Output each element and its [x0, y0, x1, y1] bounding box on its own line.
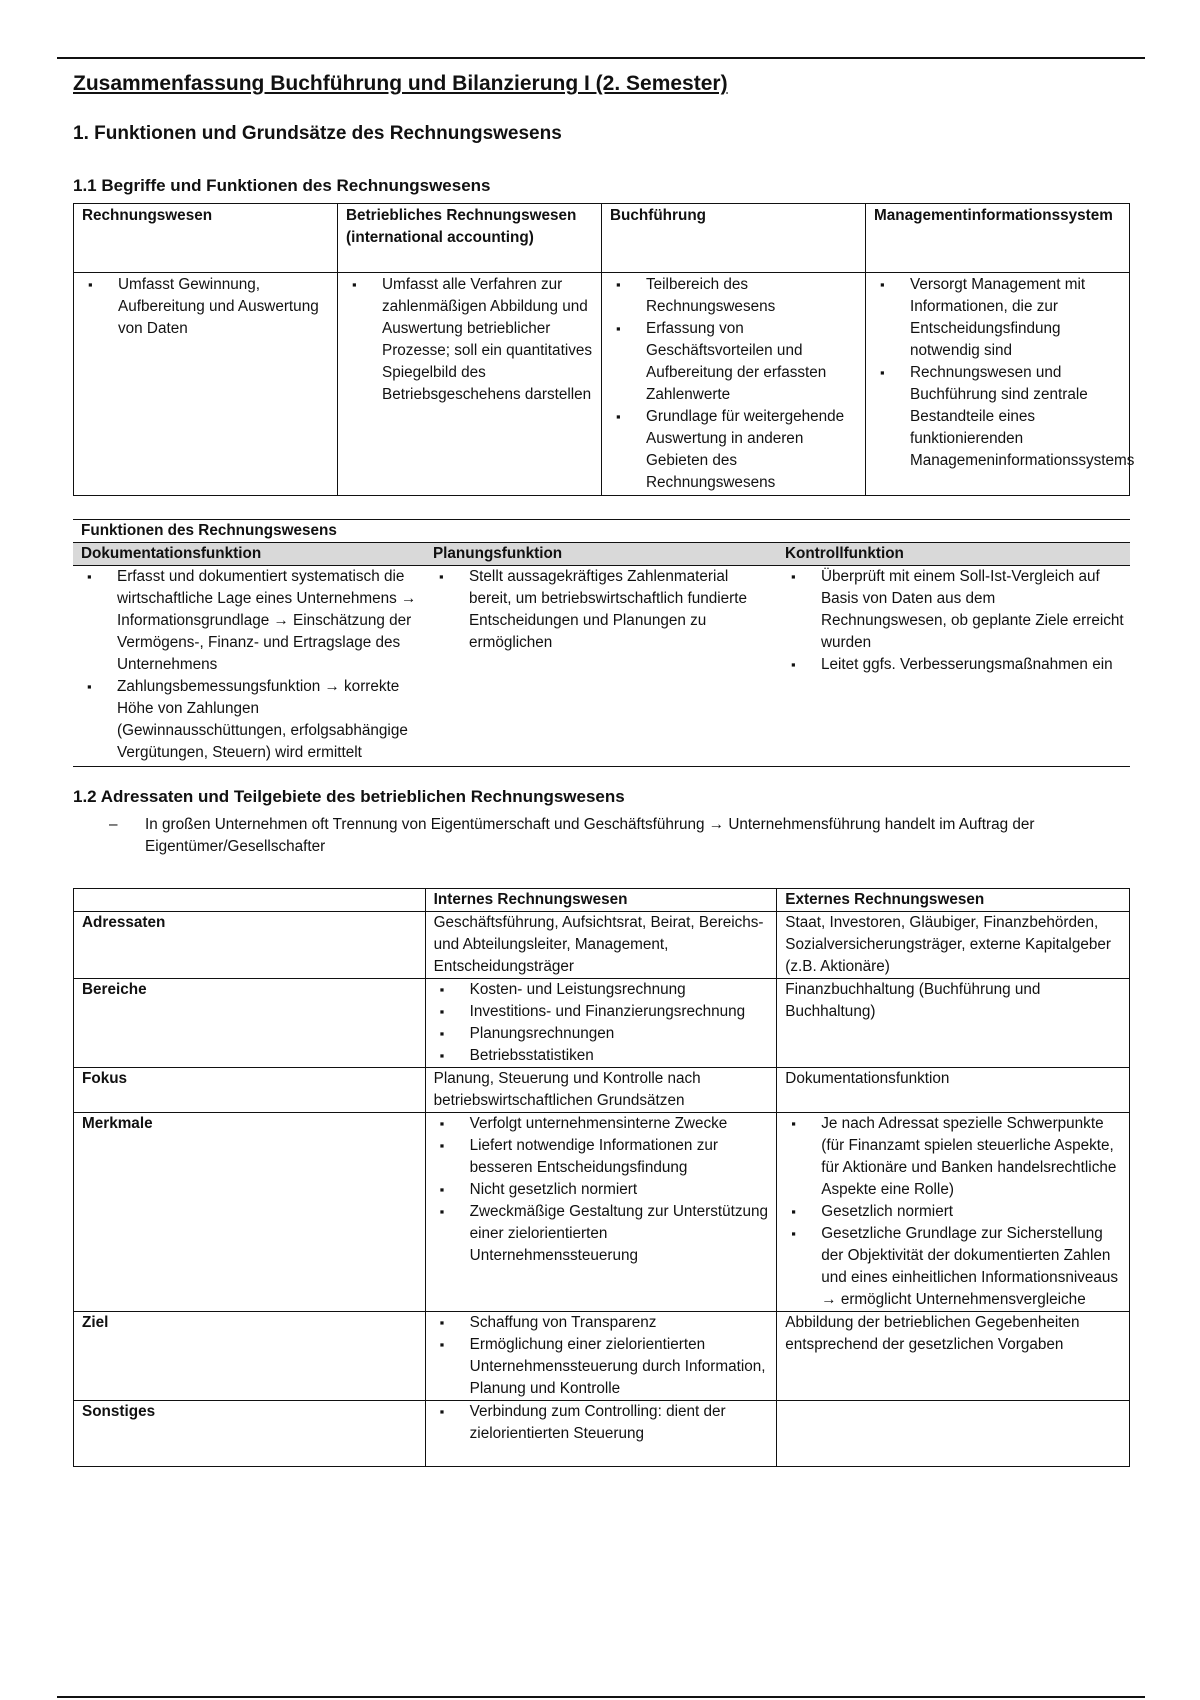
funktionen-table: [73, 519, 1130, 767]
table-row: [74, 1113, 1130, 1312]
list-item: ▪ Überprüft mit einem Soll-Ist-Vergleich auf Basis von Daten aus dem Rechnungswesen, ob geplante Ziele erreicht wurden: [785, 566, 1124, 654]
top-rule: [57, 57, 1145, 59]
table-row: [73, 566, 1130, 767]
row-label: Sonstiges: [74, 1401, 426, 1467]
list-item: ▪ Betriebsstatistiken: [434, 1045, 771, 1067]
document-content: [73, 72, 1135, 1467]
row-label: Adressaten: [74, 912, 426, 979]
row-label: Bereiche: [74, 979, 426, 1068]
list-item: ▪ Planungsrechnungen: [434, 1023, 771, 1045]
table-row: [74, 1401, 1130, 1467]
list-item: ▪ Kosten- und Leistungsrechnung: [434, 979, 771, 1001]
list-item: ▪ Verbindung zum Controlling: dient der zielorientierten Steuerung: [434, 1401, 771, 1445]
table-header-cell: Kontrollfunktion: [777, 543, 1130, 566]
table-caption-row: [73, 520, 1130, 543]
table-row: [74, 979, 1130, 1068]
table-cell: [74, 273, 338, 496]
subsection-heading-1-2: 1.2 Adressaten und Teilgebiete des betrieblichen Rechnungswesens: [73, 787, 625, 806]
table-cell: [777, 1401, 1130, 1467]
table-cell: Abbildung der betrieblichen Gegebenheiten entsprechend der gesetzlichen Vorgaben: [777, 1312, 1130, 1401]
list-item: ▪ Je nach Adressat spezielle Schwerpunkte (für Finanzamt spielen steuerliche Aspekte, für Aktionäre und Banken handelsrechtliche Aspekte eine Rolle): [785, 1113, 1123, 1201]
table-row: [74, 1312, 1130, 1401]
table-header-cell: Dokumentationsfunktion: [73, 543, 425, 566]
vergleich-table: [73, 888, 1130, 1467]
begriffe-table: [73, 203, 1135, 496]
document-title: Zusammenfassung Buchführung und Bilanzierung I (2. Semester): [73, 72, 728, 95]
table-cell: [425, 979, 777, 1068]
list-item: ▪ Leitet ggfs. Verbesserungsmaßnahmen ein: [785, 654, 1124, 676]
table-cell: [73, 566, 425, 767]
list-item: ▪ Gesetzlich normiert: [785, 1201, 1123, 1223]
row-label: Ziel: [74, 1312, 426, 1401]
section-heading: 1. Funktionen und Grundsätze des Rechnungswesens: [73, 123, 562, 144]
list-item: ▪ Zahlungsbemessungsfunktion → korrekte Höhe von Zahlungen (Gewinnausschüttungen, erfolgsabhängige Vergütungen, Steuern) wird ermittelt: [81, 676, 419, 764]
table-header-row: [73, 543, 1130, 566]
table-row: [74, 273, 1130, 496]
table-cell: Geschäftsführung, Aufsichtsrat, Beirat, Bereichs- und Abteilungsleiter, Management, Entscheidungsträger: [425, 912, 777, 979]
table-cell: [866, 273, 1135, 496]
list-item: ▪ Liefert notwendige Informationen zur besseren Entscheidungsfindung: [434, 1135, 771, 1179]
list-item: ▪ Umfasst Gewinnung, Aufbereitung und Auswertung von Daten: [82, 274, 331, 340]
list-item: ▪ Ermöglichung einer zielorientierten Unternehmenssteuerung durch Information, Planung und Kontrolle: [434, 1334, 771, 1400]
table-cell: Dokumentationsfunktion: [777, 1068, 1130, 1113]
table-cell: [425, 1401, 777, 1467]
table-header-cell: Buchführung: [602, 204, 866, 273]
list-item: ▪ Versorgt Management mit Informationen, die zur Entscheidungsfindung notwendig sind: [874, 274, 1123, 362]
table-header-cell: Betriebliches Rechnungswesen (international accounting): [338, 204, 602, 273]
table-cell: [602, 273, 866, 496]
table-cell: [425, 1312, 777, 1401]
list-item: ▪ Verfolgt unternehmensinterne Zwecke: [434, 1113, 771, 1135]
list-item: ▪ Schaffung von Transparenz: [434, 1312, 771, 1334]
table-header-cell: Rechnungswesen: [74, 204, 338, 273]
table-cell: [777, 1113, 1130, 1312]
list-item: ▪ Teilbereich des Rechnungswesens: [610, 274, 859, 318]
list-item: ▪ Erfasst und dokumentiert systematisch die wirtschaftliche Lage eines Unternehmens → Informationsgrundlage → Einschätzung der Vermögens-, Finanz- und Ertragslage des Unternehmens: [81, 566, 419, 676]
table-cell: [338, 273, 602, 496]
list-item: ▪ Rechnungswesen und Buchführung sind zentrale Bestandteile eines funktionierenden Managemeninformationssystems: [874, 362, 1123, 472]
table-header-cell: Planungsfunktion: [425, 543, 777, 566]
table-cell: Finanzbuchhaltung (Buchführung und Buchhaltung): [777, 979, 1130, 1068]
table-row: [74, 1068, 1130, 1113]
table-cell: [425, 566, 777, 767]
list-item: ▪ Investitions- und Finanzierungsrechnung: [434, 1001, 771, 1023]
list-item: ▪ Umfasst alle Verfahren zur zahlenmäßigen Abbildung und Auswertung betrieblicher Prozesse; soll ein quantitatives Spiegelbild des Betriebsgeschehens darstellen: [346, 274, 595, 406]
list-item: ▪ Nicht gesetzlich normiert: [434, 1179, 771, 1201]
row-label: Merkmale: [74, 1113, 426, 1312]
list-item: ▪ Erfassung von Geschäftsvorteilen und Aufbereitung der erfassten Zahlenwerte: [610, 318, 859, 406]
table-header-row: [74, 204, 1130, 273]
list-item: ▪ Stellt aussagekräftiges Zahlenmaterial bereit, um betriebswirtschaftlich fundierte Entscheidungen und Planungen zu ermöglichen: [433, 566, 771, 654]
table-header-cell: Internes Rechnungswesen: [425, 889, 777, 912]
table-header-cell: Externes Rechnungswesen: [777, 889, 1130, 912]
table-cell: [425, 1113, 777, 1312]
row-label: Fokus: [74, 1068, 426, 1113]
subsection-heading-1-1: 1.1 Begriffe und Funktionen des Rechnungswesens: [73, 176, 491, 195]
table-header-cell: Managementinformationssystem: [866, 204, 1130, 273]
table-header-row: [74, 889, 1130, 912]
list-item: ▪ Grundlage für weitergehende Auswertung in anderen Gebieten des Rechnungswesens: [610, 406, 859, 494]
table-cell: Planung, Steuerung und Kontrolle nach betriebswirtschaftlichen Grundsätzen: [425, 1068, 777, 1113]
list-item: ▪ Gesetzliche Grundlage zur Sicherstellung der Objektivität der dokumentierten Zahlen und eines einheitlichen Informationsniveaus → ermöglicht Unternehmensvergleiche: [785, 1223, 1123, 1311]
table-header-cell: [74, 889, 426, 912]
note-item: – In großen Unternehmen oft Trennung von Eigentümerschaft und Geschäftsführung → Unternehmensführung handelt im Auftrag der Eigentümer/Gesellschafter: [73, 814, 1130, 858]
table-row: [74, 912, 1130, 979]
list-item: ▪ Zweckmäßige Gestaltung zur Unterstützung einer zielorientierten Unternehmenssteuerung: [434, 1201, 771, 1267]
bottom-rule: [57, 1696, 1145, 1698]
table-cell: [777, 566, 1130, 767]
table-cell: Staat, Investoren, Gläubiger, Finanzbehörden, Sozialversicherungsträger, externe Kapitalgeber (z.B. Aktionäre): [777, 912, 1130, 979]
table-caption: Funktionen des Rechnungswesens: [73, 520, 1130, 543]
